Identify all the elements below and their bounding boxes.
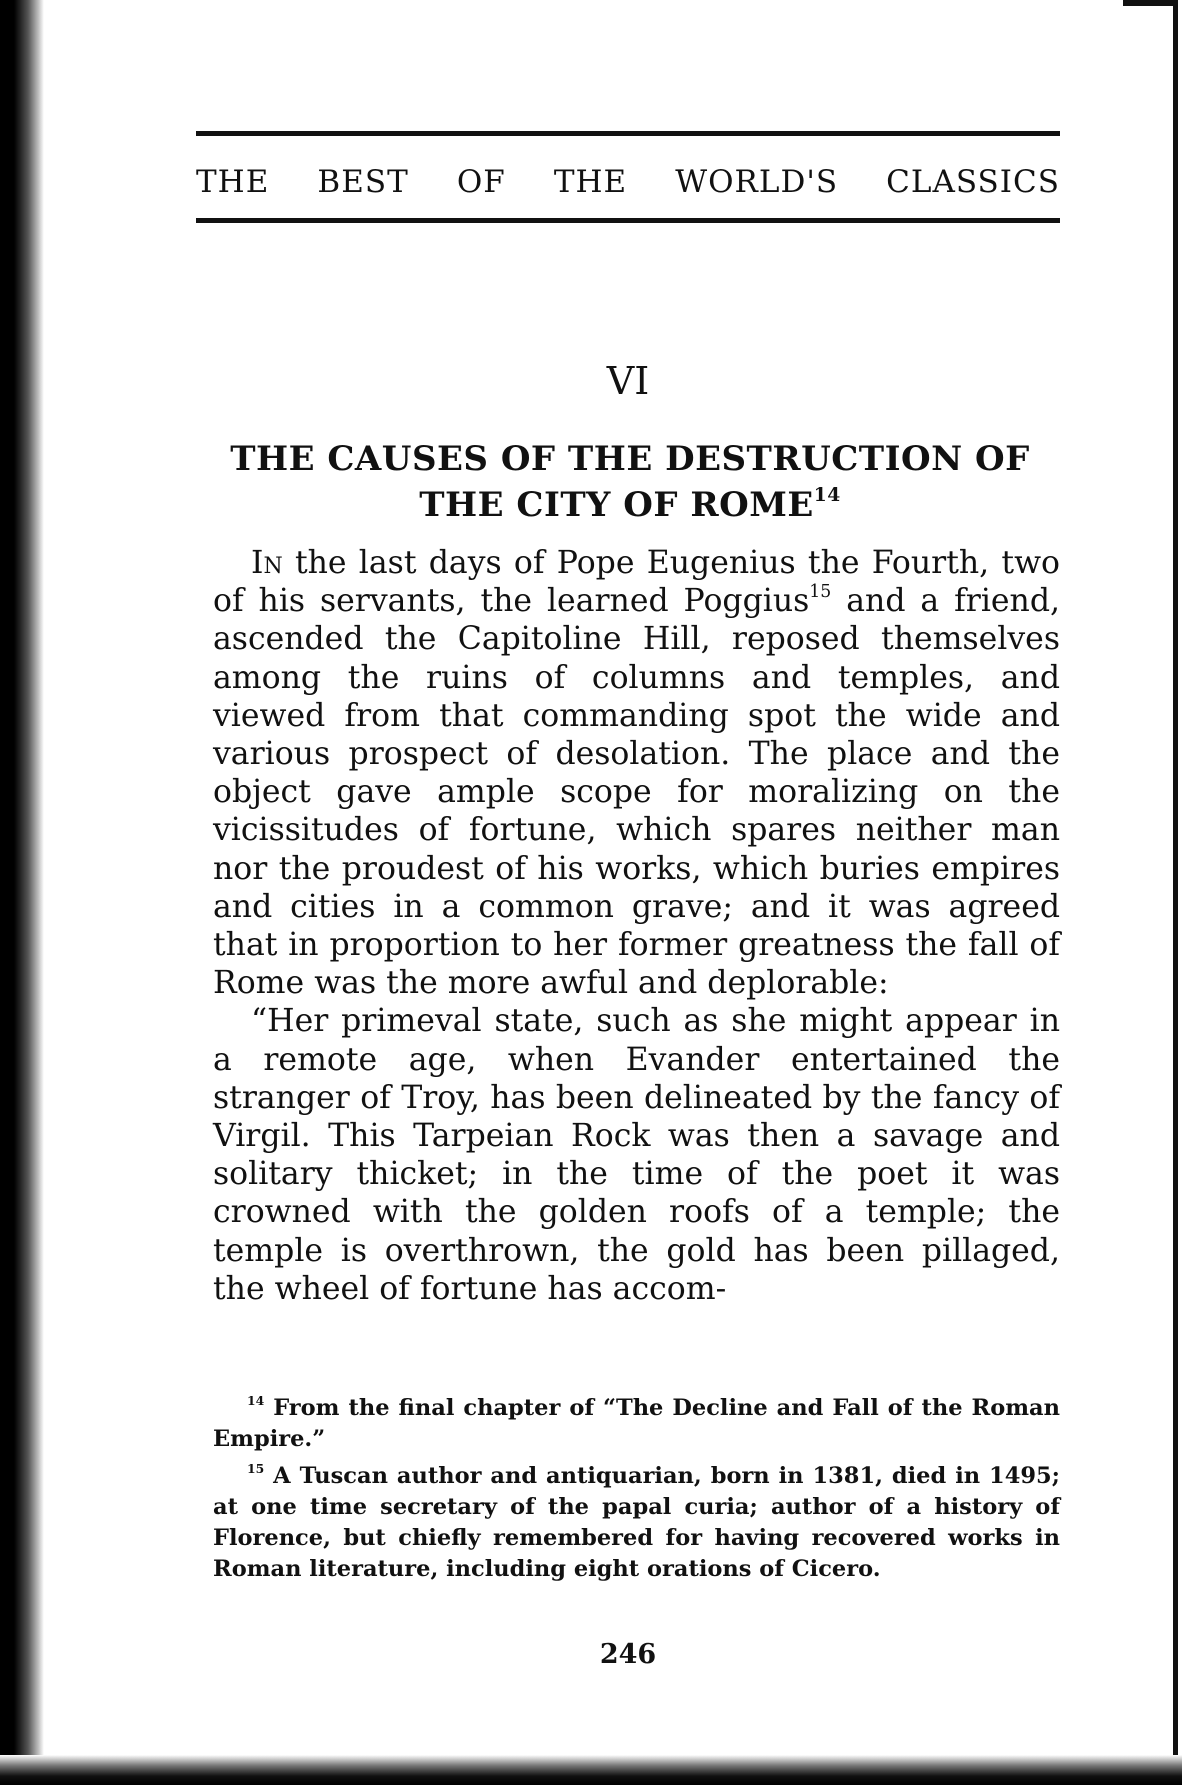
header-rule-bottom (196, 218, 1060, 223)
footnote (213, 1393, 1060, 1455)
chapter-title-line2: THE CITY OF ROME (419, 485, 814, 525)
footnote-text: A Tuscan author and antiquarian, born in 1381, died in 1495; at one time secretary of the papal curia; author of a history of Florence, but chiefly remembered for having recovered works in Roman literature, including eight orations of Cicero. (213, 1463, 1060, 1582)
chapter-title-line1: THE CAUSES OF THE DESTRUCTION OF (230, 439, 1030, 479)
footnote-marker: 15 (247, 1460, 265, 1476)
paragraph-1 (213, 544, 1060, 1002)
paragraph-1-part1: the last days of Pope Eugenius the Fourth, two of his servants, the learned Poggius (213, 545, 1060, 620)
footnote-marker: 14 (247, 1392, 265, 1408)
footnote (213, 1461, 1060, 1585)
footnotes (213, 1393, 1060, 1591)
page-right-edge (1173, 0, 1178, 1785)
body-text (213, 544, 1060, 1308)
paragraph-1-footnote-marker: 15 (809, 582, 832, 603)
binding-shadow-edge (0, 620, 14, 1785)
page-top-right-corner (1123, 0, 1178, 6)
paragraph-1-part2: and a friend, ascended the Capitoline Hill, reposed themselves among the ruins of columns and temples, and viewed from that commanding spot the wide and various prospect of desolation. The place and the object gave ample scope for moralizing on the vicissitudes of fortune, which spares neither man nor the proudest of his works, which buries empires and cities in a common grave; and it was agreed that in proportion to her former greatness the fall of Rome was the more awful and deplorable: (213, 583, 1060, 1002)
header-rule-top (196, 131, 1060, 136)
chapter-number: VI (606, 359, 650, 403)
chapter-title-line2-wrap (200, 482, 1060, 528)
page-number: 246 (599, 1639, 657, 1670)
page-bottom-edge (0, 1755, 1182, 1785)
running-head: THE BEST OF THE WORLD'S CLASSICS (196, 164, 1060, 200)
paragraph-2: “Her primeval state, such as she might appear in a remote age, when Evander entertained the stranger of Troy, has been delineated by the fancy of Virgil. This Tarpeian Rock was then a savage and solitary thicket; in the time of the poet it was crowned with the golden roofs of a temple; the temple is overthrown, the gold has been pillaged, the wheel of fortune has accom- (213, 1003, 1060, 1307)
paragraph-1-dropcap: In (251, 545, 283, 581)
chapter-title (200, 436, 1060, 528)
footnote-text: From the final chapter of “The Decline and Fall of the Roman Empire.” (213, 1395, 1060, 1452)
chapter-title-footnote-marker: 14 (813, 483, 841, 506)
